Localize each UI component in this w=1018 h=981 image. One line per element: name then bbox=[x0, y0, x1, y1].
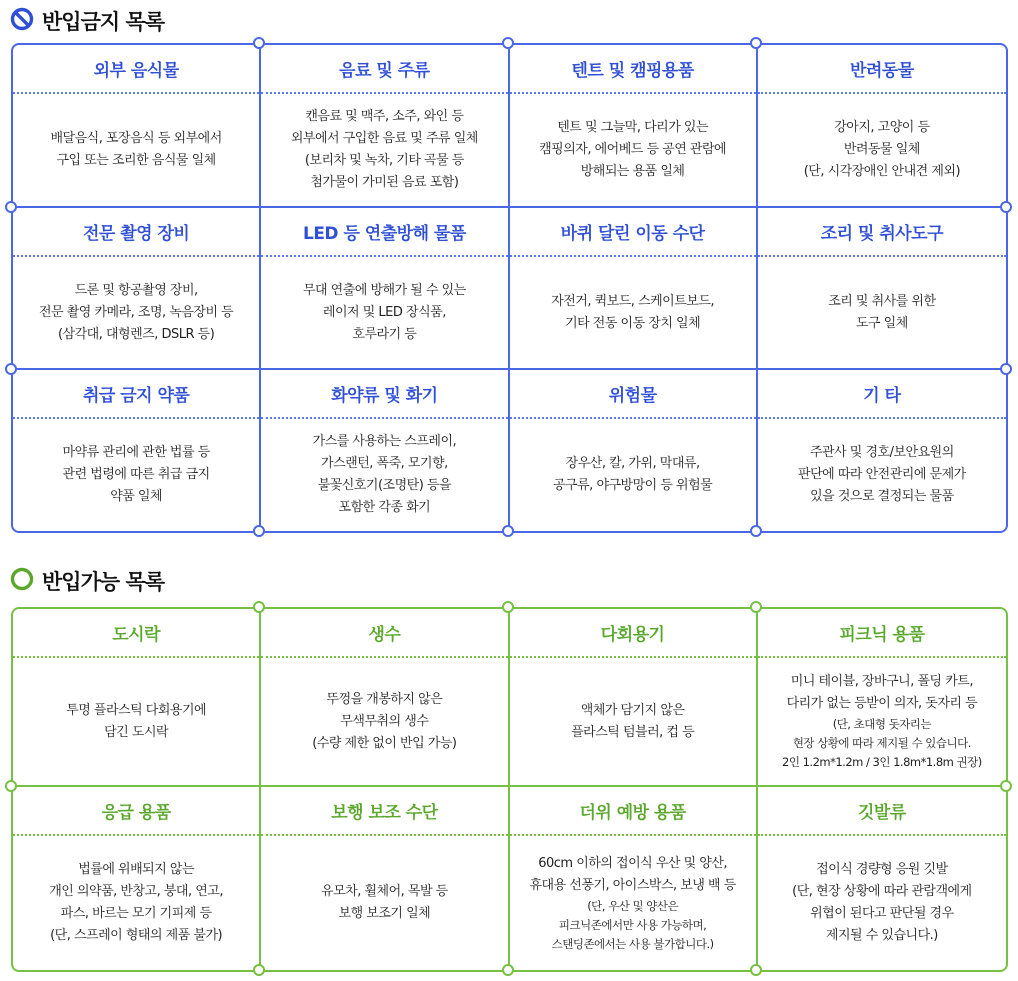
allowed-item-description bbox=[261, 836, 507, 970]
banned-items-grid bbox=[11, 43, 1008, 533]
ticket-notch bbox=[253, 525, 265, 537]
banned-item-title: 취급 금지 약품 bbox=[13, 370, 259, 419]
description-line: 유모차, 휠체어, 목발 등 bbox=[321, 884, 448, 899]
description-line: (단, 스프레이 형태의 제품 불가) bbox=[50, 928, 223, 943]
banned-item-card bbox=[13, 208, 261, 370]
allowed-item-description bbox=[758, 658, 1006, 785]
description-line: 텐트 및 그늘막, 다리가 있는 bbox=[557, 120, 709, 135]
allowed-item-card bbox=[13, 787, 261, 970]
allowed-item-title: 다회용기 bbox=[510, 609, 756, 658]
banned-item-title: LED 등 연출방해 물품 bbox=[261, 208, 507, 257]
description-line: 배달음식, 포장음식 등 외부에서 bbox=[50, 131, 222, 146]
ticket-notch bbox=[5, 780, 17, 792]
allowed-items-grid bbox=[11, 607, 1008, 972]
description-line: 플라스틱 텀블러, 컵 등 bbox=[571, 724, 695, 740]
banned-item-title: 음료 및 주류 bbox=[261, 45, 507, 94]
ticket-notch bbox=[5, 201, 17, 213]
ticket-notch bbox=[502, 525, 514, 537]
allowed-item-card bbox=[261, 787, 509, 970]
ticket-notch bbox=[1000, 363, 1012, 375]
description-line: 법률에 위배되지 않는 bbox=[78, 862, 195, 877]
ticket-notch bbox=[750, 37, 762, 49]
banned-item-card bbox=[261, 208, 509, 370]
description-line: 휴대용 선풍기, 아이스박스, 보냉 백 등 bbox=[529, 877, 736, 893]
description-line: 관련 법령에 따른 취급 금지 bbox=[62, 467, 210, 482]
description-line: (단, 현장 상황에 따라 관람객에게 bbox=[792, 884, 972, 899]
description-line: 위협이 된다고 판단될 경우 bbox=[810, 906, 954, 921]
description-line: 조리 및 취사를 위한 bbox=[828, 293, 936, 309]
description-note-line: 피크닉존에서만 사용 가능하며, bbox=[558, 917, 707, 932]
banned-section-header bbox=[10, 6, 164, 36]
description-line: 방해되는 용품 일체 bbox=[580, 164, 685, 179]
description-line: 전문 촬영 카메라, 조명, 녹음장비 등 bbox=[39, 304, 234, 320]
allowed-item-title: 응급 용품 bbox=[13, 787, 259, 836]
banned-item-card bbox=[510, 45, 758, 208]
description-note-line: 현장 상황에 따라 제지될 수 있습니다. bbox=[792, 736, 971, 750]
banned-item-title: 화약류 및 화기 bbox=[261, 370, 507, 419]
banned-item-description bbox=[510, 419, 756, 531]
allowed-item-description bbox=[758, 836, 1006, 970]
description-line: 호루라기 등 bbox=[352, 326, 417, 342]
description-note-line: 2인 1.2m*1.2m / 3인 1.8m*1.8m 권장) bbox=[782, 755, 982, 769]
banned-item-title: 반려동물 bbox=[758, 45, 1006, 94]
allowed-item-title: 피크닉 용품 bbox=[758, 609, 1006, 658]
description-line: 도구 일체 bbox=[855, 315, 908, 331]
banned-item-description bbox=[758, 94, 1006, 206]
ticket-notch bbox=[253, 964, 265, 976]
banned-item-card bbox=[510, 370, 758, 531]
allowed-item-card bbox=[758, 787, 1006, 970]
banned-item-card bbox=[13, 370, 261, 531]
banned-item-title: 기 타 bbox=[758, 370, 1006, 419]
description-line: 가스를 사용하는 스프레이, bbox=[312, 434, 457, 449]
description-note-line: 스탠딩존에서는 사용 불가합니다.) bbox=[551, 936, 714, 951]
allowed-item-title: 생수 bbox=[261, 609, 507, 658]
banned-item-description bbox=[261, 257, 507, 368]
description-line: 자전거, 퀵보드, 스케이트보드, bbox=[551, 293, 715, 309]
banned-item-title: 텐트 및 캠핑용품 bbox=[510, 45, 756, 94]
ticket-notch bbox=[1000, 780, 1012, 792]
ticket-notch bbox=[1000, 201, 1012, 213]
allowed-item-card bbox=[510, 787, 758, 970]
description-line: 외부에서 구입한 음료 및 주류 일체 bbox=[290, 131, 478, 146]
description-line: 반려동물 일체 bbox=[843, 142, 920, 157]
banned-item-card bbox=[261, 370, 509, 531]
allowed-item-card bbox=[261, 609, 509, 787]
description-line: 가스랜턴, 폭죽, 모기향, bbox=[321, 456, 448, 471]
description-line: 첨가물이 가미된 음료 포함) bbox=[310, 175, 459, 190]
ticket-notch bbox=[750, 964, 762, 976]
description-line: 공구류, 야구방망이 등 위험물 bbox=[553, 478, 713, 493]
banned-item-description bbox=[758, 257, 1006, 368]
banned-item-description bbox=[510, 257, 756, 368]
description-line: 약품 일체 bbox=[110, 489, 163, 504]
description-line: 있을 것으로 결정되는 물품 bbox=[810, 489, 954, 504]
banned-item-title: 전문 촬영 장비 bbox=[13, 208, 259, 257]
description-line: 마약류 관리에 관한 법률 등 bbox=[62, 445, 210, 460]
description-line: 구입 또는 조리한 음식물 일체 bbox=[56, 153, 216, 168]
description-line: 제지될 수 있습니다.) bbox=[825, 928, 938, 943]
description-line: 불꽃신호기(조명탄) 등을 bbox=[317, 478, 452, 493]
banned-item-description bbox=[261, 419, 507, 531]
allowed-item-description bbox=[510, 836, 756, 970]
description-line: (보리차 및 녹차, 기타 곡물 등 bbox=[304, 153, 464, 168]
allowed-item-card bbox=[758, 609, 1006, 787]
banned-item-card bbox=[758, 45, 1006, 208]
description-note-line: (단, 우산 및 양산은 bbox=[587, 898, 679, 913]
allowed-item-description bbox=[261, 658, 507, 785]
banned-section-title: 반입금지 목록 bbox=[42, 10, 165, 34]
description-line: 포함한 각종 화기 bbox=[338, 500, 431, 515]
description-line: 접이식 경량형 응원 깃발 bbox=[816, 862, 948, 877]
description-line: 드론 및 항공촬영 장비, bbox=[74, 282, 198, 298]
ticket-notch bbox=[502, 601, 514, 613]
description-note-line: (단, 초대형 돗자리는 bbox=[832, 717, 932, 731]
allowed-item-description bbox=[13, 658, 259, 785]
description-line: 강아지, 고양이 등 bbox=[834, 120, 930, 135]
allowed-section-header bbox=[10, 566, 164, 596]
description-line: 뚜껑을 개봉하지 않은 bbox=[326, 691, 443, 707]
banned-item-description bbox=[13, 94, 259, 206]
allowed-item-title: 더위 예방 용품 bbox=[510, 787, 756, 836]
banned-item-card bbox=[758, 370, 1006, 531]
banned-item-card bbox=[510, 208, 758, 370]
banned-item-description bbox=[13, 257, 259, 368]
description-line: (수량 제한 없이 반입 가능) bbox=[312, 735, 457, 751]
allowed-item-card bbox=[13, 609, 261, 787]
circle-o-icon bbox=[10, 567, 34, 595]
prohibited-icon bbox=[10, 7, 34, 35]
description-line: (단, 시각장애인 안내견 제외) bbox=[803, 164, 961, 179]
ticket-notch bbox=[5, 363, 17, 375]
banned-item-card bbox=[13, 45, 261, 208]
description-line: 주관사 및 경호/보안요원의 bbox=[809, 445, 954, 460]
description-line: (삼각대, 대형렌즈, DSLR 등) bbox=[57, 326, 215, 342]
description-line: 미니 테이블, 장바구니, 폴딩 카트, bbox=[790, 674, 973, 689]
banned-item-title: 외부 음식물 bbox=[13, 45, 259, 94]
description-line: 다리가 없는 등받이 의자, 돗자리 등 bbox=[786, 696, 978, 711]
ticket-notch bbox=[502, 37, 514, 49]
description-line: 장우산, 칼, 가위, 막대류, bbox=[565, 456, 700, 471]
description-line: 기타 전동 이동 장치 일체 bbox=[565, 315, 701, 331]
description-line: 액체가 담기지 않은 bbox=[580, 702, 685, 718]
description-line: 담긴 도시락 bbox=[104, 724, 169, 740]
banned-item-description bbox=[758, 419, 1006, 531]
banned-item-description bbox=[261, 94, 507, 206]
description-line: 파스, 바르는 모기 기피제 등 bbox=[60, 906, 212, 921]
ticket-notch bbox=[750, 601, 762, 613]
banned-item-title: 위험물 bbox=[510, 370, 756, 419]
allowed-item-description bbox=[13, 836, 259, 970]
allowed-section-title: 반입가능 목록 bbox=[42, 570, 165, 594]
description-line: 캔음료 및 맥주, 소주, 와인 등 bbox=[305, 109, 464, 124]
description-line: 판단에 따라 안전관리에 문제가 bbox=[798, 467, 966, 482]
description-line: 레이저 및 LED 장식품, bbox=[322, 304, 446, 320]
allowed-item-title: 깃발류 bbox=[758, 787, 1006, 836]
description-line: 개인 의약품, 반창고, 붕대, 연고, bbox=[49, 884, 223, 899]
banned-item-title: 바퀴 달린 이동 수단 bbox=[510, 208, 756, 257]
description-line: 투명 플라스틱 다회용기에 bbox=[66, 702, 207, 718]
description-line: 무대 연출에 방해가 될 수 있는 bbox=[302, 282, 466, 298]
description-line: 캠핑의자, 에어베드 등 공연 관람에 bbox=[539, 142, 727, 157]
allowed-item-description bbox=[510, 658, 756, 785]
description-line: 60cm 이하의 접이식 우산 및 양산, bbox=[538, 855, 728, 871]
description-line: 무색무취의 생수 bbox=[340, 713, 429, 729]
banned-item-description bbox=[510, 94, 756, 206]
banned-item-title: 조리 및 취사도구 bbox=[758, 208, 1006, 257]
ticket-notch bbox=[502, 964, 514, 976]
allowed-item-card bbox=[510, 609, 758, 787]
ticket-notch bbox=[750, 525, 762, 537]
banned-item-card bbox=[758, 208, 1006, 370]
banned-item-card bbox=[261, 45, 509, 208]
banned-item-description bbox=[13, 419, 259, 531]
allowed-item-title: 도시락 bbox=[13, 609, 259, 658]
description-line: 보행 보조기 일체 bbox=[338, 906, 431, 921]
allowed-item-title: 보행 보조 수단 bbox=[261, 787, 507, 836]
